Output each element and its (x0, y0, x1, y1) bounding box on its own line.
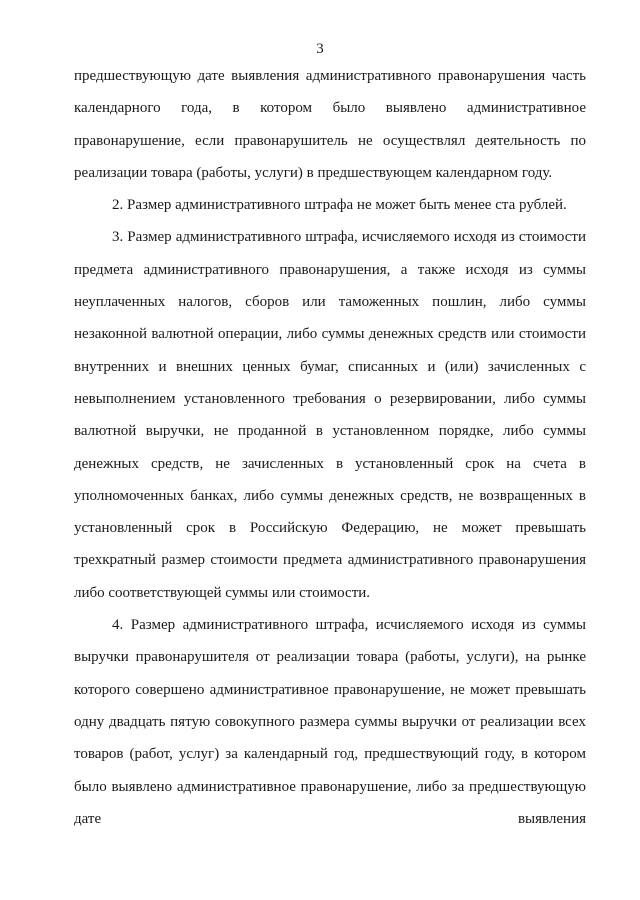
paragraph-3: 3. Размер административного штрафа, исчисляемого исходя из стоимости предмета административного правонарушения, а также исходя из суммы неуплаченных налогов, сборов или таможенных пошлин, либо суммы незаконной валютной операции, либо суммы денежных средств или стоимости внутренних и внешних ценных бумаг, списанных и (или) зачисленных с невыполнением установленного требования о резервировании, либо суммы валютной выручки, не проданной в установленном порядке, либо суммы денежных средств, не зачисленных в установленный срок на счета в уполномоченных банках, либо суммы денежных средств, не возвращенных в установленный срок в Российскую Федерацию, не может превышать трехкратный размер стоимости предмета административного правонарушения либо соответствующей суммы или стоимости. (74, 229, 586, 601)
page-number: 3 (316, 41, 324, 57)
document-body (74, 60, 586, 835)
paragraph-2: 2. Размер административного штрафа не может быть менее ста рублей. (112, 197, 567, 214)
paragraph-continuation: предшествующую дате выявления административного правонарушения часть календарного года, в котором было выявлено административное правонарушение, если правонарушитель не осуществлял деятельность по реализации товара (работы, услуги) в предшествующем календарном году. (74, 68, 586, 181)
paragraph-4: 4. Размер административного штрафа, исчисляемого исходя из суммы выручки правонарушителя от реализации товара (работы, услуги), на рынке которого совершено административное правонарушение, не может превышать одну двадцать пятую совокупного размера суммы выручки от реализации всех товаров (работ, услуг) за календарный год, предшествующий году, в котором было выявлено административное правонарушение, либо за предшествующую дате выявления (74, 617, 586, 827)
